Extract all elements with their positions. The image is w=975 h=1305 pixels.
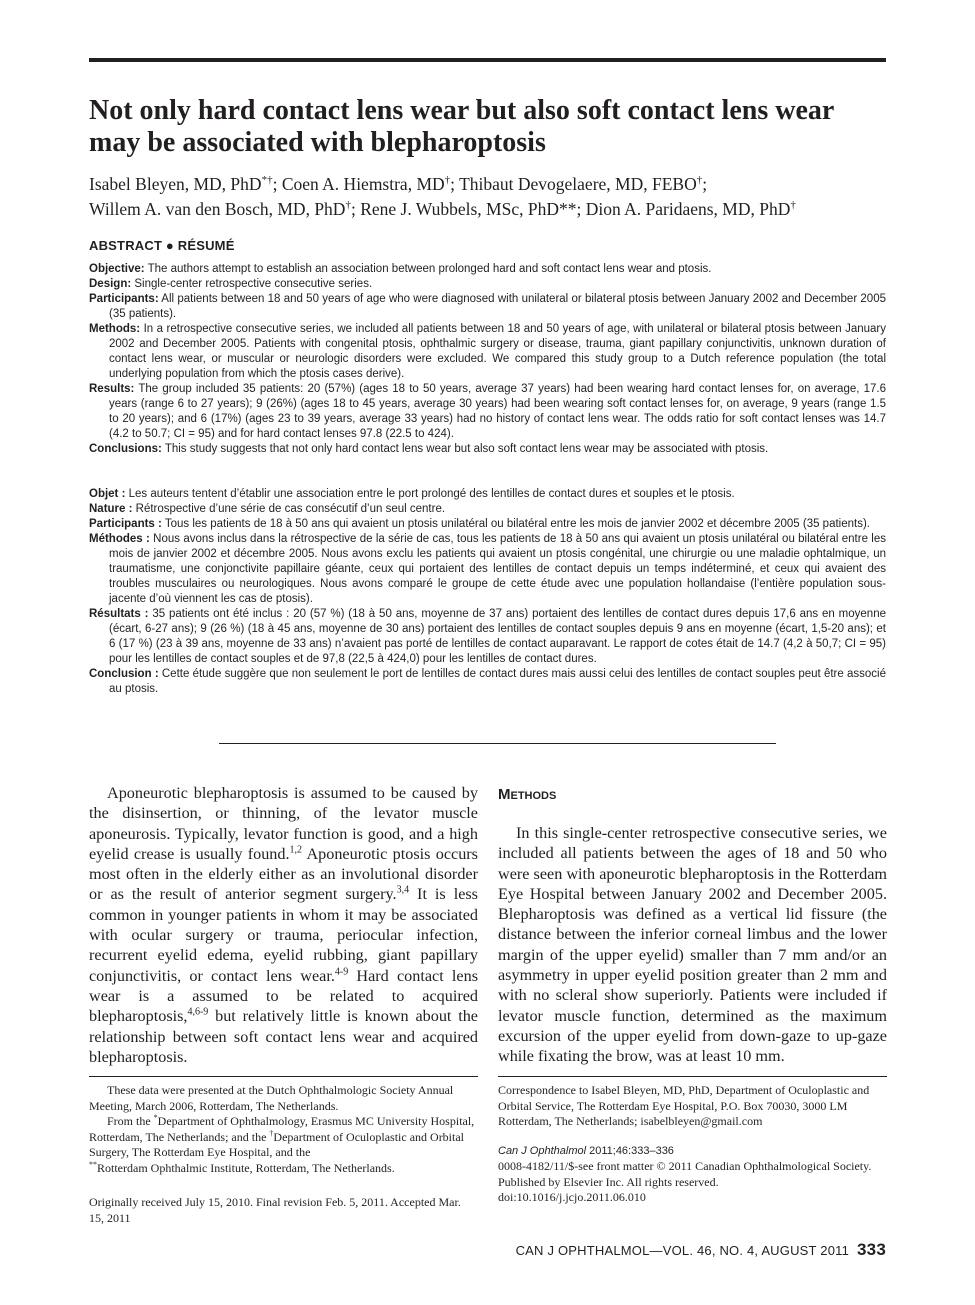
presented-note: These data were presented at the Dutch Ophthalmologic Society Annual Meeting, March 2006, Rotterdam, The Netherlands. xyxy=(89,1083,454,1113)
citation-reference: 4-9 xyxy=(334,966,349,978)
abstract-section-text: Nous avons inclus dans la rétrospective de la série de cas, tous les patients de 18 à 50 ans qui avaient un ptosis unilatéral ou bilatéral entre les mois de janvier 2002 et décembre 2005. Nous avons exclu les patients qui avaient un ptosis congénital, une chirurgie ou une maladie ophtalmique, un traumatisme, une conjonctivite papillaire géante, ceux qui portaient des lentilles de contact depuis un temps indéterminé, et ceux qui avaient des troubles musculaires ou neurologiques. Nous avons comparé le groupe de cette étude avec une population hollandaise (l’entière population sous-jacente d’où viennent les cas de ptosis). xyxy=(109,533,886,605)
abstract-section xyxy=(89,487,886,502)
author-affiliation-mark: † xyxy=(696,174,703,187)
author-name: Coen A. Hiemstra, MD xyxy=(281,174,445,194)
author-name: Isabel Bleyen, MD, PhD xyxy=(89,174,262,194)
author-separator: ; xyxy=(450,174,460,194)
correspondence-footnote xyxy=(498,1083,887,1130)
intro-text: Hard contact lens wear is a assumed to be related to acquired blepharoptosis, xyxy=(89,966,478,1026)
abstract-section-text: In a retrospective consecutive series, we included all patients between 18 and 50 years of age, with unilateral or bilateral ptosis between January 2002 and December 2005. Patients with congenital ptosis, ophthalmic surgery or disease, trauma, giant papillary conjunctivitis, unknown duration of contact lens wear, or muscular or neurologic disorders were excluded. We compared this study group to a Dutch reference population (the total underlying population from which the ptosis cases derive). xyxy=(109,323,886,380)
abstract-section xyxy=(89,667,886,697)
abstract-section xyxy=(89,262,886,277)
citation-reference: 1,2 xyxy=(289,844,303,856)
affiliation-3: Rotterdam Ophthalmic Institute, Rotterdam, The Netherlands. xyxy=(97,1160,395,1175)
author-separator: ; xyxy=(576,199,586,219)
received-dates: Originally received July 15, 2010. Final revision Feb. 5, 2011. Accepted Mar. 15, 2011 xyxy=(89,1195,461,1225)
abstract-section xyxy=(89,292,886,322)
abstract-section-text: Cette étude suggère que non seulement le port de lentilles de contact dures mais aussi celui des lentilles de contact souples peut être associé au ptosis. xyxy=(109,668,886,695)
author-affiliation-mark: † xyxy=(790,199,796,212)
abstract-french xyxy=(89,487,886,697)
running-footer xyxy=(440,1240,886,1260)
methods-heading: Methods xyxy=(498,786,557,803)
correspondence-text: Correspondence to Isabel Bleyen, MD, PhD, Department of Oculoplastic and Orbital Service, The Rotterdam Eye Hospital, P.O. Box 70030, 3000 LM Rotterdam, The Netherlands; xyxy=(498,1083,870,1129)
citation-reference: 3,4 xyxy=(396,885,410,897)
author-affiliation-mark: † xyxy=(444,174,451,187)
citation-reference: 4,6-9 xyxy=(187,1006,209,1018)
journal-volume-line: CAN J OPHTHALMOL—VOL. 46, NO. 4, AUGUST 2011 xyxy=(515,1243,850,1258)
affiliation-mark: ** xyxy=(89,1159,97,1169)
affiliation-mark: † xyxy=(269,1128,274,1138)
abstract-section xyxy=(89,322,886,382)
abstract-section-label: Objective: xyxy=(89,263,145,275)
abstract-section-label: Participants: xyxy=(89,293,159,305)
intro-text: It is less common in younger patients in whom it may be associated with ocular surgery or trauma, periocular infection, recurrent eyelid edema, eyelid rubbing, giant papillary conjunctivitis, or contact lens wear. xyxy=(89,885,478,985)
author-separator: ; xyxy=(272,174,282,194)
citation-volume: 2011;46:333–336 xyxy=(586,1145,674,1157)
abstract-section-text: All patients between 18 and 50 years of age who were diagnosed with unilateral or bilateral ptosis between January 2002 and December 2005 (35 patients). xyxy=(109,293,886,320)
abstract-section-label: Conclusions: xyxy=(89,443,162,455)
section-divider xyxy=(219,743,776,744)
abstract-section-label: Méthodes : xyxy=(89,533,150,545)
abstract-section xyxy=(89,382,886,442)
journal-name: Can J Ophthalmol xyxy=(498,1145,587,1157)
abstract-section-text: The group included 35 patients: 20 (57%) (ages 18 to 50 years, average 37 years) had been wearing hard contact lenses for, on average, 17.6 years (range 6 to 27 years); 9 (26%) (ages 18 to 45 years, average 30 years) had been wearing soft contact lenses for, on average, 9 years (range 1.5 to 20 years); and 6 (17%) (ages 23 to 39 years, average 33 years) had no history of contact lens wear. The odds ratio for soft contact lenses was 14.7 (4.2 to 50.7; CI = 95) and for hard contact lenses 97.8 (22.5 to 424). xyxy=(109,383,886,440)
issn-line: 0008-4182/11/$-see front matter © 2011 Canadian Ophthalmological Society. xyxy=(498,1159,872,1173)
correspondence-email-link[interactable]: isabelbleyen@gmail.com xyxy=(640,1114,763,1129)
abstract-section-text: Les auteurs tentent d’établir une association entre le port prolongé des lentilles de contact dures et souples et le ptosis. xyxy=(125,488,735,500)
affiliation-2: Department of Oculoplastic and Orbital Surgery, The Rotterdam Eye Hospital, and the xyxy=(89,1129,465,1160)
abstract-section-text: The authors attempt to establish an association between prolonged hard and soft contact lens wear and ptosis. xyxy=(144,263,712,275)
author-affiliation-mark: † xyxy=(345,199,351,212)
journal-citation xyxy=(498,1144,674,1159)
author-separator: ; xyxy=(350,199,361,219)
abstract-section xyxy=(89,442,886,457)
abstract-section xyxy=(89,517,886,532)
author-list xyxy=(89,172,899,222)
introduction-paragraph xyxy=(89,783,478,1067)
abstract-section xyxy=(89,532,886,607)
affiliation-1: Department of Ophthalmology, Erasmus MC University Hospital, Rotterdam, The Netherlands; and the xyxy=(89,1114,475,1144)
top-rule xyxy=(89,58,886,62)
intro-text: but relatively little is known about the relationship between soft contact lens wear and acquired blepharoptosis. xyxy=(89,1007,478,1066)
footnote-rule-left xyxy=(89,1076,478,1077)
author-separator: ; xyxy=(702,174,708,194)
author-name: Willem A. van den Bosch, MD, PhD xyxy=(89,199,346,219)
abstract-section-label: Results: xyxy=(89,383,135,395)
abstract-heading: ABSTRACT ● RÉSUMÉ xyxy=(89,238,235,253)
publisher-line: Published by Elsevier Inc. All rights reserved. xyxy=(498,1174,719,1189)
abstract-section-label: Conclusion : xyxy=(89,668,159,680)
abstract-section-text: 35 patients ont été inclus : 20 (57 %) (18 à 50 ans, moyenne de 37 ans) portaient des lentilles de contact dures depuis 17,6 ans en moyenne (écart, 6-27 ans); 9 (26 %) (18 à 45 ans, moyenne de 30 ans) portaient des lentilles de contact souples depuis 9 ans en moyenne (écart, 1,5-20 ans); et 6 (17 %) (23 à 39 ans, moyenne de 33 ans) n’avaient pas porté de lentilles de contact auparavant. Le rapport de cotes était de 14.7 (4,2 à 50,7; CI = 95) pour les lentilles de contact souples et de 97,8 (22,5 à 424,0) pour les lentilles de contact dures. xyxy=(109,608,886,665)
affiliation-footnote xyxy=(89,1083,478,1177)
abstract-section-label: Résultats : xyxy=(89,608,149,620)
abstract-english xyxy=(89,262,886,457)
doi-line: doi:10.1016/j.jcjo.2011.06.010 xyxy=(498,1190,646,1205)
author-name: Rene J. Wubbels, MSc, PhD** xyxy=(360,199,577,219)
abstract-section-text: Tous les patients de 18 à 50 ans qui avaient un ptosis unilatéral ou bilatéral entre les mois de janvier 2002 et décembre 2005 (35 patients). xyxy=(161,518,870,530)
abstract-section-label: Methods: xyxy=(89,323,141,335)
author-name: Thibaut Devogelaere, MD, FEBO xyxy=(459,174,697,194)
footnote-rule-right xyxy=(498,1076,887,1077)
abstract-section-text: This study suggests that not only hard contact lens wear but also soft contact lens wear may be associated with ptosis. xyxy=(161,443,769,455)
abstract-section xyxy=(89,502,886,517)
abstract-section-text: Rétrospective d’une série de cas consécutif d’un seul centre. xyxy=(132,503,446,515)
copyright-footnote xyxy=(498,1159,887,1206)
abstract-section-label: Design: xyxy=(89,278,132,290)
author-name: Dion A. Paridaens, MD, PhD xyxy=(585,199,791,219)
abstract-section xyxy=(89,277,886,292)
intro-text: Aponeurotic ptosis occurs most often in the elderly either as an involutional disorder or as the result of anterior segment surgery. xyxy=(89,844,478,904)
intro-text: Aponeurotic blepharoptosis is assumed to be caused by the disinsertion, or thinning, of the levator muscle aponeurosis. Typically, levator function is good, and a high eyelid crease is usually found. xyxy=(89,784,478,863)
page-number: 333 xyxy=(857,1240,886,1259)
methods-paragraph: In this single-center retrospective consecutive series, we included all patients between the ages of 18 and 50 who were seen with aponeurotic blepharoptosis in the Rotterdam Eye Hospital between January 2002 and December 2005. Blepharoptosis was defined as a vertical lid fissure (the distance between the inferior corneal limbus and the lower margin of the upper eyelid) smaller than 7 mm and/or an asymmetry in upper eyelid position greater than 2 mm and with no scleral show superiorly. Patients were included if levator muscle function, determined as the maximum excursion of the upper eyelid from down-gaze to up-gaze while fixating the brow, was at least 10 mm. xyxy=(498,824,887,1066)
abstract-section-label: Objet : xyxy=(89,488,126,500)
affiliation-mark: * xyxy=(153,1113,158,1123)
abstract-section-text: Single-center retrospective consecutive series. xyxy=(131,278,373,290)
abstract-section-label: Participants : xyxy=(89,518,162,530)
affiliation-prefix: From the xyxy=(107,1114,154,1129)
author-affiliation-mark: *† xyxy=(261,174,273,187)
article-title: Not only hard contact lens wear but also soft contact lens wear may be associated with blepharoptosis xyxy=(89,95,834,158)
abstract-section xyxy=(89,607,886,667)
abstract-section-label: Nature : xyxy=(89,503,133,515)
